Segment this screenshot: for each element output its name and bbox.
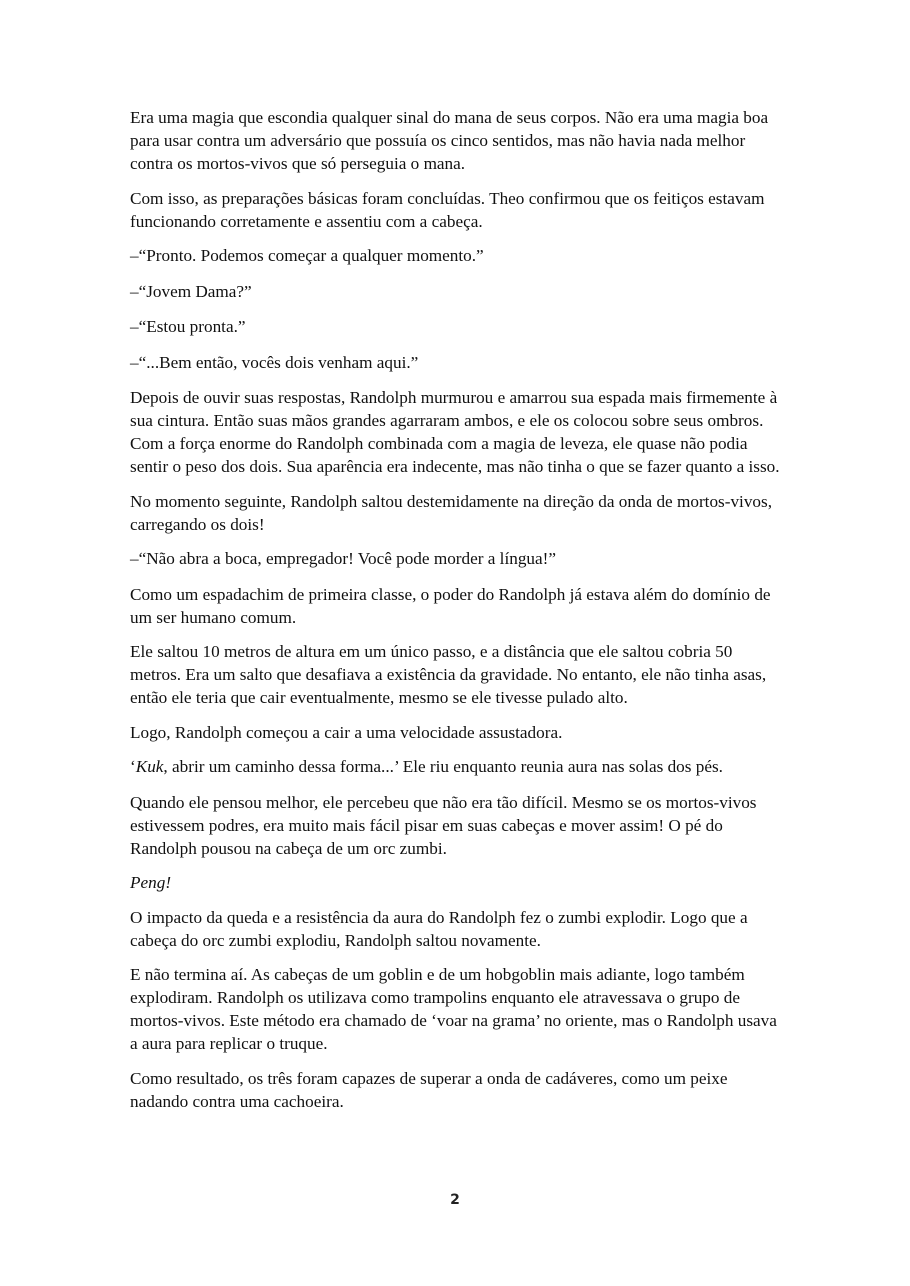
paragraph: No momento seguinte, Randolph saltou destemidamente na direção da onda de mortos-vivos, carregando os dois! [130, 491, 772, 534]
paragraph: Depois de ouvir suas respostas, Randolph murmurou e amarrou sua espada mais firmemente à sua cintura. Então suas mãos grandes agarraram ambos, e ele os colocou sobre seus ombros. Com a força enorme do Randolph combinada com a magia de leveza, ele quase não podia sentir o peso dos dois. Sua aparência era indecente, mas não tinha o que se fazer quanto a isso. [130, 388, 780, 476]
body-text [130, 106, 785, 1124]
dialogue-line: –“...Bem então, vocês dois venham aqui.” [130, 352, 419, 372]
paragraph: E não termina aí. As cabeças de um goblin e de um hobgoblin mais adiante, logo também explodiram. Randolph os utilizava como trampolins enquanto ele atravessava o grupo de mortos-vivos. Este método era chamado de ‘voar na grama’ no oriente, mas o Randolph usava a aura para replicar o truque. [130, 965, 777, 1053]
quote-mark: ‘ [130, 757, 136, 776]
dialogue-line: –“Não abra a boca, empregador! Você pode morder a língua!” [130, 549, 556, 568]
paragraph: Com isso, as preparações básicas foram concluídas. Theo confirmou que os feitiços estavam funcionando corretamente e assentiu com a cabeça. [130, 188, 765, 231]
sound-effect [130, 871, 785, 894]
dialogue-line: –“Estou pronta.” [130, 317, 246, 336]
paragraph: Como um espadachim de primeira classe, o poder do Randolph já estava além do domínio de um ser humano comum. [130, 584, 771, 627]
sound-effect-text: Peng! [130, 873, 172, 892]
thought-text: , abrir um caminho dessa forma...’ Ele riu enquanto reunia aura nas solas dos pés. [163, 757, 723, 776]
italic-interjection: Kuk [135, 757, 164, 776]
dialogue-line: –“Pronto. Podemos começar a qualquer momento.” [130, 246, 484, 265]
paragraph: Logo, Randolph começou a cair a uma velocidade assustadora. [130, 722, 563, 742]
page-number: 2 [450, 1192, 460, 1208]
paragraph: Quando ele pensou melhor, ele percebeu que não era tão difícil. Mesmo se os mortos-vivos estivessem podres, era muito mais fácil pisar em suas cabeças e mover assim! O pé do Randolph pousou na cabeça de um orc zumbi. [130, 792, 757, 858]
thought-line [130, 755, 785, 778]
paragraph: O impacto da queda e a resistência da aura do Randolph fez o zumbi explodir. Logo que a cabeça do orc zumbi explodiu, Randolph saltou novamente. [130, 907, 748, 950]
paragraph: Como resultado, os três foram capazes de superar a onda de cadáveres, como um peixe nadando contra uma cachoeira. [130, 1068, 728, 1111]
paragraph: Era uma magia que escondia qualquer sinal do mana de seus corpos. Não era uma magia boa para usar contra um adversário que possuía os cinco sentidos, mas não havia nada melhor contra os mortos-vivos que só perseguia o mana. [130, 108, 769, 173]
paragraph: Ele saltou 10 metros de altura em um único passo, e a distância que ele saltou cobria 50 metros. Era um salto que desafiava a existência da gravidade. No entanto, ele não tinha asas, então ele teria que cair eventualmente, mesmo se ele tivesse pulado alto. [130, 642, 767, 707]
dialogue-line: –“Jovem Dama?” [130, 281, 252, 301]
